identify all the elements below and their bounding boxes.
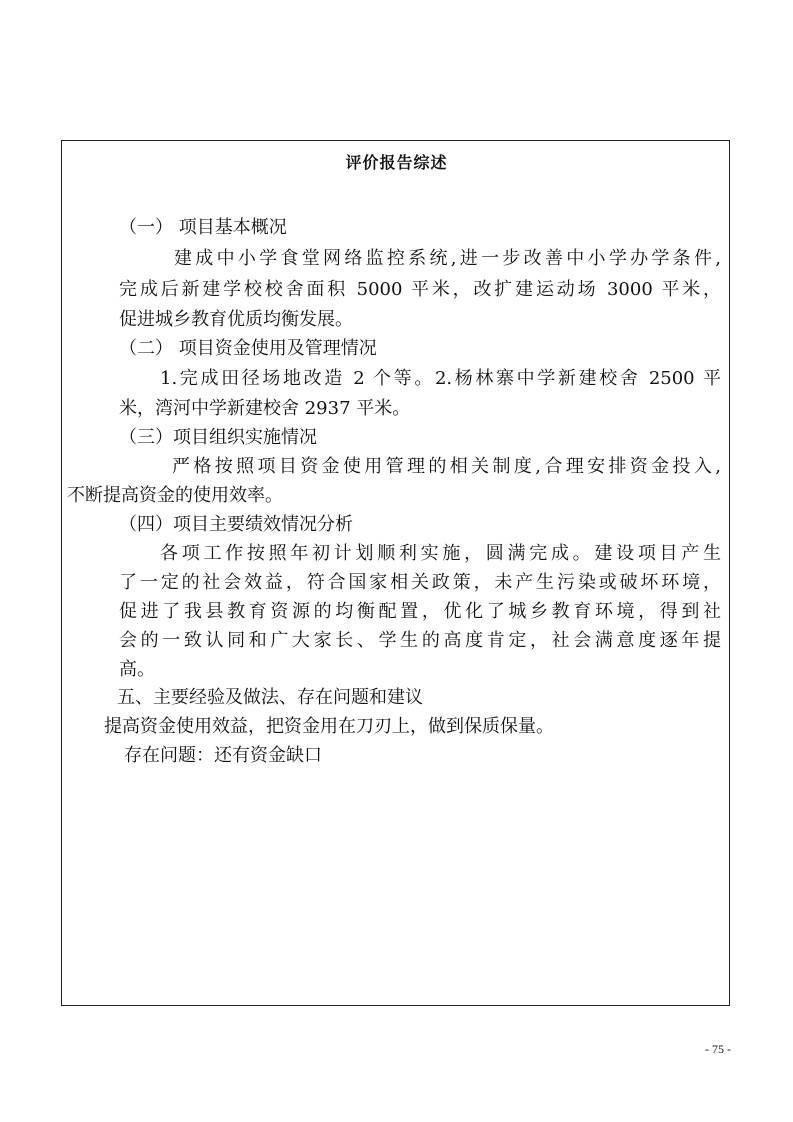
paragraph-line: 了一定的社会效益，符合国家相关政策，未产生污染或破坏环境，: [119, 572, 721, 593]
paragraph-line: 促进城乡教育优质均衡发展。: [119, 309, 353, 330]
report-title: 评价报告综述: [345, 153, 448, 172]
section-5-heading: 五、主要经验及做法、存在问题和建议: [117, 687, 423, 708]
paragraph-line: 存在问题：还有资金缺口: [124, 745, 322, 766]
paragraph-line: 米，湾河中学新建校舍 2937 平米。: [119, 398, 411, 419]
paragraph-line: 1.完成田径场地改造 2 个等。2.杨林寨中学新建校舍 2500 平: [160, 368, 721, 389]
section-4-heading: （四）项目主要绩效情况分析: [119, 514, 353, 535]
paragraph-line: 高。: [119, 659, 155, 680]
section-3-heading: （三）项目组织实施情况: [119, 427, 317, 448]
paragraph-line: 促进了我县教育资源的均衡配置，优化了城乡教育环境，得到社: [119, 601, 721, 622]
paragraph-line: 完成后新建学校校舍面积 5000 平米，改扩建运动场 3000 平米，: [119, 279, 721, 300]
section-2-heading: （二） 项目资金使用及管理情况: [119, 338, 377, 359]
paragraph-line: 会的一致认同和广大家长、学生的高度肯定，社会满意度逐年提: [119, 630, 721, 651]
section-1-heading: （一） 项目基本概况: [119, 217, 287, 238]
paragraph-line: 各项工作按照年初计划顺利实施，圆满完成。建设项目产生: [160, 543, 721, 564]
paragraph-line: 提高资金使用效益，把资金用在刀刃上，做到保质保量。: [104, 716, 554, 737]
paragraph-line: 严格按照项目资金使用管理的相关制度,合理安排资金投入,: [172, 456, 721, 477]
paragraph-line: 建成中小学食堂网络监控系统,进一步改善中小学办学条件,: [174, 248, 721, 269]
page-number: - 75 -: [705, 1042, 731, 1056]
paragraph-line: 不断提高资金的使用效率。: [67, 485, 283, 506]
